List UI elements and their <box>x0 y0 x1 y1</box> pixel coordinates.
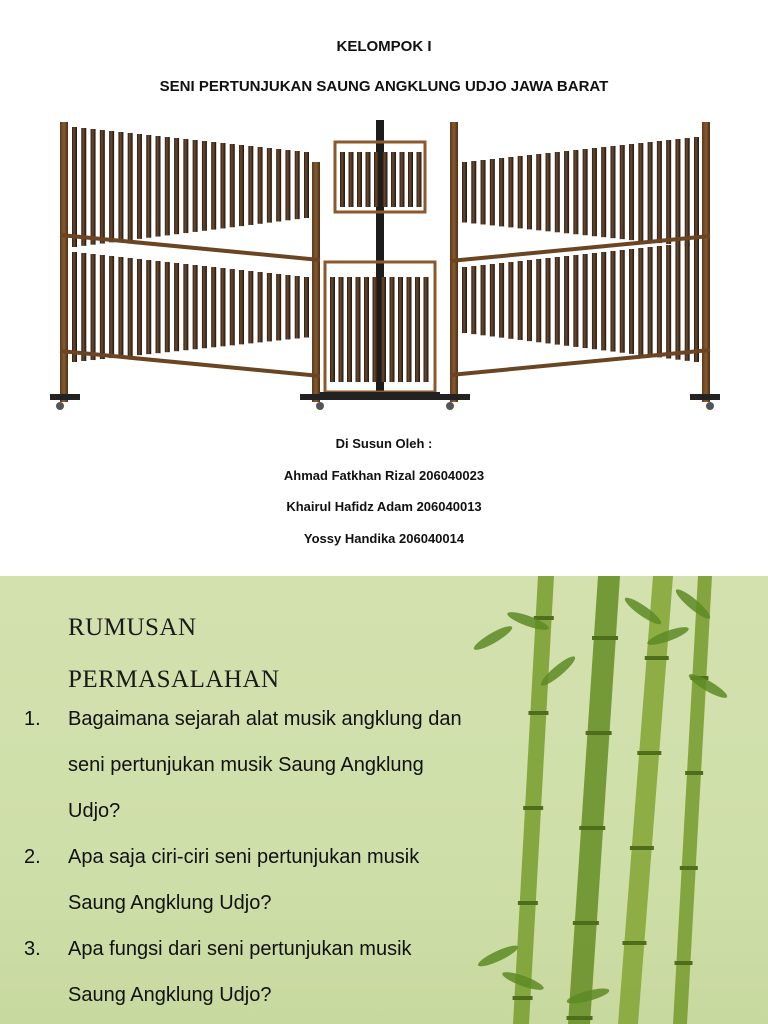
item-number: 1. <box>24 708 41 730</box>
compiled-by-label: Di Susun Oleh : <box>335 436 433 451</box>
problem-statement-slide <box>0 576 768 1024</box>
item-line: seni pertunjukan musik Saung Angklung <box>68 754 424 776</box>
item-line: Bagaimana sejarah alat musik angklung dan <box>68 708 462 730</box>
list-item <box>24 696 524 834</box>
group-title: KELOMPOK I <box>336 38 432 55</box>
heading-line-1: RUMUSAN <box>68 614 197 641</box>
heading-line-2: PERMASALAHAN <box>68 666 280 693</box>
angklung-photo <box>40 112 730 422</box>
list-item <box>24 926 524 1018</box>
list-item <box>24 834 524 926</box>
question-list <box>24 696 524 1018</box>
member-name: Ahmad Fatkhan Rizal 206040023 <box>283 467 485 483</box>
credits <box>0 434 768 560</box>
item-line: Apa fungsi dari seni pertunjukan musik <box>68 938 412 960</box>
item-line: Saung Angklung Udjo? <box>68 892 272 914</box>
item-line: Apa saja ciri-ciri seni pertunjukan musik <box>68 846 420 868</box>
subject-title: SENI PERTUNJUKAN SAUNG ANGKLUNG UDJO JAWA BARAT <box>159 78 609 95</box>
item-line: Udjo? <box>68 800 121 822</box>
item-line: Saung Angklung Udjo? <box>68 984 272 1006</box>
member-name: Yossy Handika 206040014 <box>303 530 465 546</box>
item-number: 2. <box>24 846 41 868</box>
item-number: 3. <box>24 938 41 960</box>
member-name: Khairul Hafidz Adam 206040013 <box>286 499 482 514</box>
